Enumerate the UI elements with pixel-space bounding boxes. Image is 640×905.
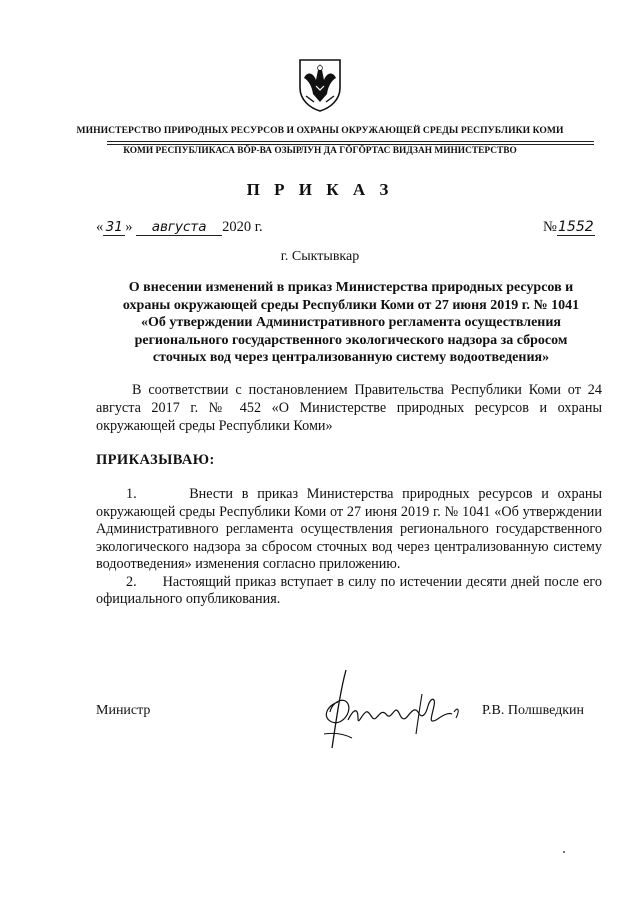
item-text: Внести в приказ Министерства природных ресурсов и охраны окружающей среды Республики Коми от 27 июня 2019 г. № 1041 «Об утверждении Административного регламента осуществления регионального государственного экологического надзора за сбросом сточных вод через централизованную систему водоотведения» изменения согласно приложению. xyxy=(96,486,602,572)
date-month: августа xyxy=(136,220,222,236)
document-number xyxy=(543,219,595,236)
document-date xyxy=(96,219,263,236)
date-day: 31 xyxy=(103,220,125,236)
header-rule-top xyxy=(107,141,594,142)
item-number: 1. xyxy=(126,486,137,502)
scan-speck xyxy=(563,851,565,853)
item-number: 2. xyxy=(126,573,137,590)
decree-item xyxy=(96,486,602,574)
signatory-name: Р.В. Полшведкин xyxy=(482,703,585,718)
document-city: г. Сыктывкар xyxy=(280,249,360,264)
item-text: Настоящий приказ вступает в силу по истечении десяти дней после его официального опубликования. xyxy=(96,573,602,607)
decree-items xyxy=(96,486,602,609)
komi-republic-coat-of-arms-icon xyxy=(294,56,346,112)
date-year: 2020 г. xyxy=(222,219,263,235)
date-close-quote: » xyxy=(125,219,133,235)
document-title: П Р И К А З xyxy=(246,180,394,199)
handwritten-signature xyxy=(318,662,468,758)
date-open-quote: « xyxy=(96,219,104,235)
ministry-name-komi: КОМИ РЕСПУБЛИКАСА ВӦР-ВА ОЗЫРЛУН ДА ГӦГӦРТАС ВИДЗАН МИНИСТЕРСТВО xyxy=(123,146,517,156)
subject-line: О внесении изменений в приказ Министерства природных ресурсов и xyxy=(128,280,574,295)
subject-line: охраны окружающей среды Республики Коми от 27 июня 2019 г. № 1041 xyxy=(122,297,580,313)
document-subject xyxy=(112,279,590,367)
legal-basis-text: В соответствии с постановлением Правительства Республики Коми от 24 августа 2017 г. № 452 «О Министерстве природных ресурсов и охраны окружающей среды Республики Коми» xyxy=(96,382,602,434)
number-value: 1552 xyxy=(558,219,594,235)
subject-line: сточных вод через централизованную систему водоотведения» xyxy=(152,350,550,366)
decree-item xyxy=(96,574,602,609)
subject-line: «Об утверждении Административного регламента осуществления xyxy=(140,315,561,331)
header-rule-bottom xyxy=(107,144,594,145)
signatory-position: Министр xyxy=(96,703,151,718)
legal-basis-paragraph xyxy=(96,381,602,435)
decree-word: ПРИКАЗЫВАЮ: xyxy=(96,452,215,468)
ministry-name-russian: МИНИСТЕРСТВО ПРИРОДНЫХ РЕСУРСОВ И ОХРАНЫ ОКРУЖАЮЩЕЙ СРЕДЫ РЕСПУБЛИКИ КОМИ xyxy=(76,125,564,136)
number-prefix: № xyxy=(543,219,557,235)
subject-line: регионального государственного экологического надзора за сбросом xyxy=(134,332,568,348)
